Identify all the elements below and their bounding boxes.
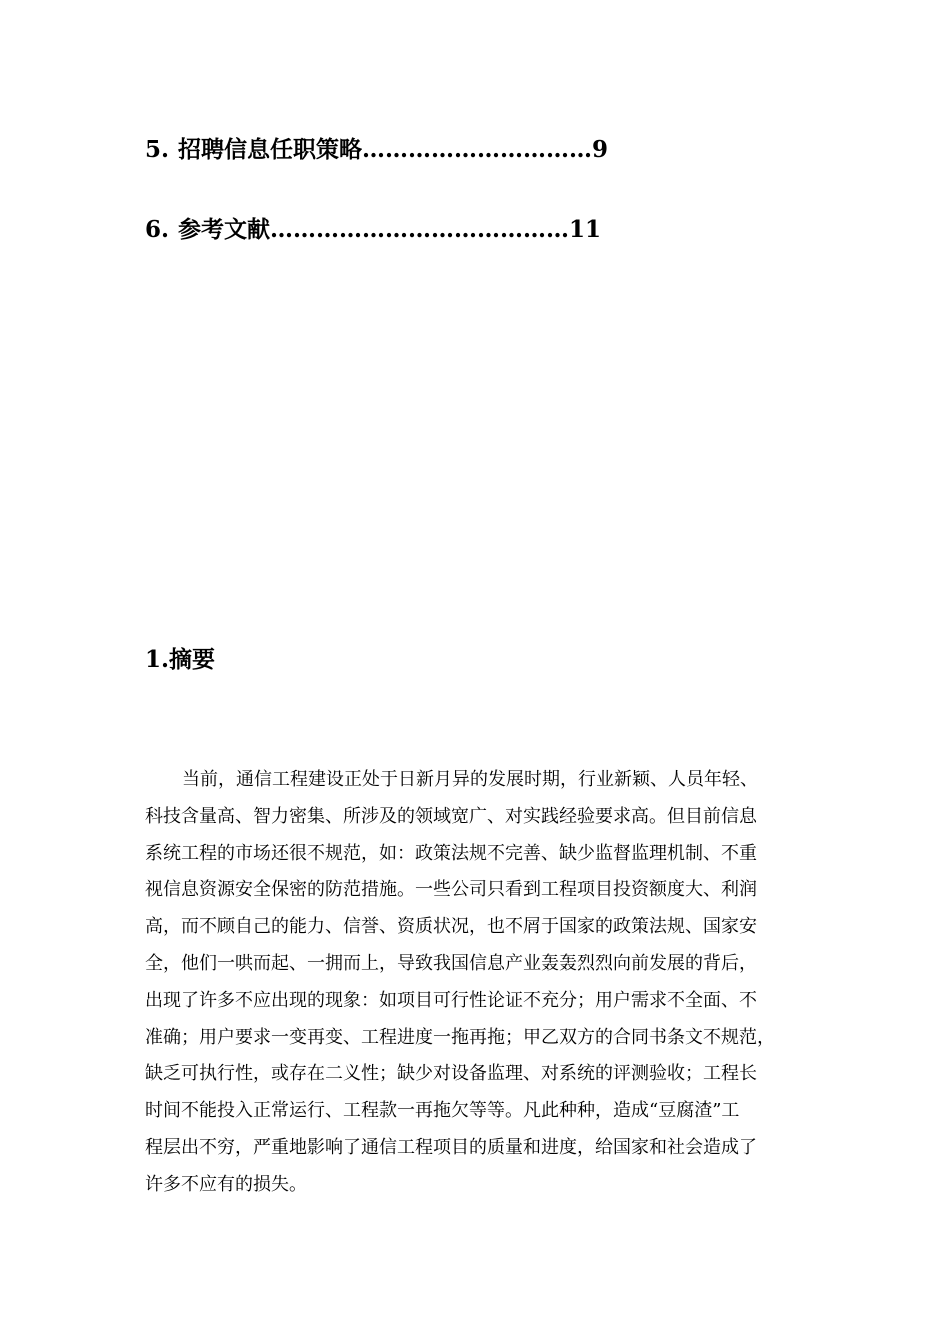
paragraph-line: 高，而不顾自己的能力、信誉、资质状况，也不屑于国家的政策法规、国家安 bbox=[145, 916, 757, 938]
paragraph-line: 科技含量高、智力密集、所涉及的领域宽广、对实践经验要求高。但目前信息 bbox=[145, 805, 757, 827]
toc-entry-page: 11 bbox=[569, 216, 602, 243]
toc-entry-number: 5. bbox=[145, 136, 170, 163]
toc-entry-number: 6. bbox=[145, 216, 170, 243]
toc-entry-page: 9 bbox=[592, 136, 609, 163]
toc-leader-dots: ………………………… bbox=[362, 136, 592, 163]
paragraph-line: 当前，通信工程建设正处于日新月异的发展时期，行业新颖、人员年轻、 bbox=[182, 769, 758, 790]
paragraph-line: 视信息资源安全保密的防范措施。一些公司只看到工程项目投资额度大、利润 bbox=[145, 879, 757, 901]
paragraph-line: 全，他们一哄而起、一拥而上，导致我国信息产业轰轰烈烈向前发展的背后， bbox=[145, 952, 757, 974]
paragraph-line: 程层出不穷，严重地影响了通信工程项目的质量和进度，给国家和社会造成了 bbox=[145, 1136, 757, 1158]
abstract-paragraph bbox=[145, 762, 835, 1204]
toc-leader-dots: ………………………………… bbox=[270, 216, 569, 243]
paragraph-line: 缺乏可执行性，或存在二义性；缺少对设备监理、对系统的评测验收；工程长 bbox=[145, 1063, 757, 1085]
toc-entry-6 bbox=[145, 214, 601, 246]
toc-entry-5 bbox=[145, 134, 608, 166]
paragraph-line: 时间不能投入正常运行、工程款一再拖欠等等。凡此种种，造成“豆腐渣”工 bbox=[145, 1100, 740, 1122]
section-heading: 1.摘要 bbox=[145, 646, 216, 673]
paragraph-line: 出现了许多不应出现的现象：如项目可行性论证不充分；用户需求不全面、不 bbox=[145, 989, 757, 1011]
paragraph-line: 系统工程的市场还很不规范，如：政策法规不完善、缺少监督监理机制、不重 bbox=[145, 842, 757, 864]
toc-entry-title: 参考文献 bbox=[178, 216, 270, 243]
paragraph-line: 准确；用户要求一变再变、工程进度一拖再拖；甲乙双方的合同书条文不规范， bbox=[145, 1026, 775, 1048]
toc-entry-title: 招聘信息任职策略 bbox=[178, 136, 362, 163]
paragraph-line: 许多不应有的损失。 bbox=[145, 1173, 307, 1195]
